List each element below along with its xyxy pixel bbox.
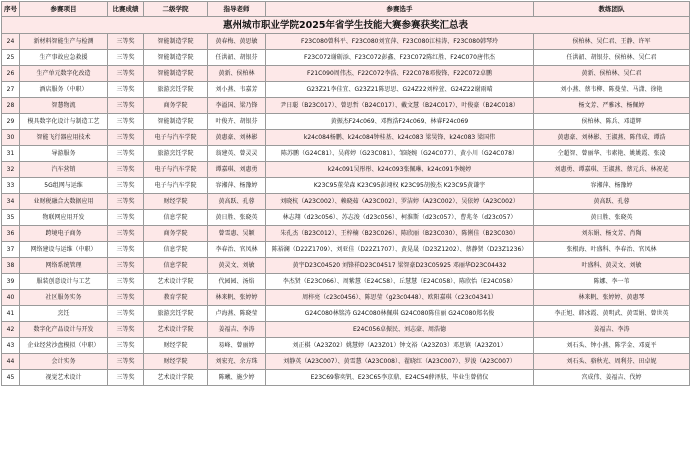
cell-id: 25 bbox=[2, 50, 20, 66]
cell-school: 信息学院 bbox=[144, 210, 208, 226]
table-row bbox=[2, 354, 690, 370]
cell-teacher: 刘小燕、韦嘉芳 bbox=[208, 82, 266, 98]
cell-project: 企业经营沙盘模拟（中职） bbox=[20, 338, 108, 354]
cell-coach: 杨文芳、严雅冰、杨佩婷 bbox=[534, 98, 690, 114]
cell-school: 智能制造学院 bbox=[144, 50, 208, 66]
table-row bbox=[2, 258, 690, 274]
table-row bbox=[2, 146, 690, 162]
cell-teacher: 任洪韶、胡银芬 bbox=[208, 50, 266, 66]
table-row bbox=[2, 306, 690, 322]
cell-project: 5G组网与运维 bbox=[20, 178, 108, 194]
cell-coach: 黄新、侯柏林、吴仁君 bbox=[534, 66, 690, 82]
cell-teacher: 翁建英、曾灵灵 bbox=[208, 146, 266, 162]
cell-players: 尹日聪（B23C017）、曾思哲（B24C017）、戴文慧（B24C017）、叶俊豪（B24C018） bbox=[266, 98, 534, 114]
header-id: 序号 bbox=[2, 2, 20, 17]
cell-id: 39 bbox=[2, 274, 20, 290]
cell-project: 业财税融合大数据应用 bbox=[20, 194, 108, 210]
cell-players: F23C072谢砺添、F23C072彭鑫、F23C072陈红胜、F24C070唐伟杰 bbox=[266, 50, 534, 66]
cell-teacher: 易峰、曾丽婷 bbox=[208, 338, 266, 354]
cell-school: 电子与汽车学院 bbox=[144, 130, 208, 146]
awards-table bbox=[1, 1, 690, 386]
cell-grade: 三等奖 bbox=[108, 178, 144, 194]
table-row bbox=[2, 82, 690, 98]
cell-coach: 容湘萍、杨豫婷 bbox=[534, 178, 690, 194]
cell-id: 37 bbox=[2, 242, 20, 258]
cell-teacher: 黄春梅、黄思敏 bbox=[208, 34, 266, 50]
table-row bbox=[2, 242, 690, 258]
cell-grade: 三等奖 bbox=[108, 354, 144, 370]
cell-teacher: 黄惠豪、刘林影 bbox=[208, 130, 266, 146]
cell-id: 27 bbox=[2, 82, 20, 98]
cell-players: 朱孔杰（B23C012）、王梓楠（B23C026）、陈欣丽（B23C030）、陈俐佳（B23C030） bbox=[266, 226, 534, 242]
table-row bbox=[2, 274, 690, 290]
cell-grade: 三等奖 bbox=[108, 370, 144, 386]
cell-school: 电子与汽车学院 bbox=[144, 178, 208, 194]
cell-coach: 刘石头、骆秋光、周利芬、田卓妮 bbox=[534, 354, 690, 370]
cell-project: 模具数字化设计与制造工艺 bbox=[20, 114, 108, 130]
cell-project: 跨境电子商务 bbox=[20, 226, 108, 242]
cell-grade: 三等奖 bbox=[108, 98, 144, 114]
cell-project: 会计实务 bbox=[20, 354, 108, 370]
cell-players: G23Z21李佳宜、G23Z21陈思思、G24Z22刘梓萱、G24Z22谢雨晴 bbox=[266, 82, 534, 98]
cell-grade: 三等奖 bbox=[108, 338, 144, 354]
cell-coach: 刘石头、钟小燕、陈学金、邓夏平 bbox=[534, 338, 690, 354]
cell-players: K23C95董荣森 K23C95彭翊权 K23C95胡俊杰 K23C95黄谦宇 bbox=[266, 178, 534, 194]
cell-project: 视觉艺术设计 bbox=[20, 370, 108, 386]
cell-id: 44 bbox=[2, 354, 20, 370]
cell-players: F23C080曾科平、F23C080刘宜萍、F23C080江桂涛、F23C080韩琴玲 bbox=[266, 34, 534, 50]
cell-project: 汽车营销 bbox=[20, 162, 108, 178]
cell-coach: 叶盛科、黄灵文、刘敏 bbox=[534, 258, 690, 274]
cell-teacher: 谭嘉琪、刘惠勇 bbox=[208, 162, 266, 178]
table-row bbox=[2, 130, 690, 146]
cell-teacher: 黄日胜、张晓英 bbox=[208, 210, 266, 226]
cell-coach: 黄惠豪、刘林影、王淑燕、陈伟成、谭浩 bbox=[534, 130, 690, 146]
cell-players: E24C056卓振民、刘志豪、周浩德 bbox=[266, 322, 534, 338]
cell-school: 旅游烹饪学院 bbox=[144, 146, 208, 162]
table-row bbox=[2, 370, 690, 386]
cell-school: 智能制造学院 bbox=[144, 114, 208, 130]
cell-id: 38 bbox=[2, 258, 20, 274]
cell-grade: 三等奖 bbox=[108, 34, 144, 50]
cell-grade: 三等奖 bbox=[108, 226, 144, 242]
cell-teacher: 卢海燕、陈晓莹 bbox=[208, 306, 266, 322]
cell-coach: 任洪韶、胡银芬、侯柏林、吴仁君 bbox=[534, 50, 690, 66]
table-row bbox=[2, 194, 690, 210]
cell-grade: 三等奖 bbox=[108, 114, 144, 130]
cell-school: 艺术设计学院 bbox=[144, 322, 208, 338]
summary-sheet bbox=[1, 1, 689, 386]
cell-teacher: 林来帆、张婷婷 bbox=[208, 290, 266, 306]
cell-players: 黄振杰F24c069、邓煦浩F24c069、林睿F24c069 bbox=[266, 114, 534, 130]
cell-grade: 三等奖 bbox=[108, 322, 144, 338]
cell-project: 生产事故应急救援 bbox=[20, 50, 108, 66]
table-row bbox=[2, 338, 690, 354]
cell-coach: 宫成伟、姜福吉、伐婷 bbox=[534, 370, 690, 386]
cell-school: 旅游烹饪学院 bbox=[144, 82, 208, 98]
cell-players: F21C090周伟杰、F22C072李浩、F22C078邓俊锋、F22C072卓鹏 bbox=[266, 66, 534, 82]
sheet-title: 惠州城市职业学院2025年省学生技能大赛参赛获奖汇总表 bbox=[2, 17, 690, 34]
cell-id: 43 bbox=[2, 338, 20, 354]
cell-players: 刘晓杭（A23C002）、赖晓茹（A23C002）、罗洁婷（A23C002）、吴依婷（A23C002） bbox=[266, 194, 534, 210]
cell-school: 旅游烹饪学院 bbox=[144, 306, 208, 322]
cell-id: 24 bbox=[2, 34, 20, 50]
cell-school: 商务学院 bbox=[144, 226, 208, 242]
cell-coach: 黄高跃、孔蓉 bbox=[534, 194, 690, 210]
cell-school: 智能制造学院 bbox=[144, 34, 208, 50]
cell-project: 社区服务实务 bbox=[20, 290, 108, 306]
cell-grade: 三等奖 bbox=[108, 242, 144, 258]
cell-project: 酒店服务（中职） bbox=[20, 82, 108, 98]
cell-players: 黄宇D23C04520 刘锋祥D23C04517 梁智豪D23C05925 邓丽华D23C04432 bbox=[266, 258, 534, 274]
cell-coach: 张根海、叶盛科、李春治、官凤林 bbox=[534, 242, 690, 258]
cell-players: G24C080林铭涛 G24C080林佩琪 G24C080陈佳丽 G24C080郑名俊 bbox=[266, 306, 534, 322]
cell-project: 智能飞行器应用技术 bbox=[20, 130, 108, 146]
cell-coach: 李正旭、韩冰霞、黄明武、黄雪娟、曾世英 bbox=[534, 306, 690, 322]
cell-coach: 侯柏林、陈兵、邓道辉 bbox=[534, 114, 690, 130]
cell-grade: 三等奖 bbox=[108, 194, 144, 210]
cell-project: 物联网应用开发 bbox=[20, 210, 108, 226]
table-row bbox=[2, 98, 690, 114]
cell-players: k24c084杨鹏、k24c084钟桂基、k24c083 梁昊锋、k24c083 梁国伟 bbox=[266, 130, 534, 146]
cell-project: 网络建设与运维（中职） bbox=[20, 242, 108, 258]
cell-players: 林志翔（d23c056）、苏志浚（d23c056）、柯淮斯（d23c057）、曹兆冬（d23c057） bbox=[266, 210, 534, 226]
cell-teacher: 李溢国、梁乃锋 bbox=[208, 98, 266, 114]
cell-grade: 三等奖 bbox=[108, 210, 144, 226]
cell-teacher: 代园园、汤焰 bbox=[208, 274, 266, 290]
cell-players: 刘正棋（A23Z02）姚慧婷（A23Z01）钟文裕（A23Z03）邓思镇（A23Z01） bbox=[266, 338, 534, 354]
cell-coach: 刘小燕、蔡韦柳、陈曼莹、马潇、徐艳 bbox=[534, 82, 690, 98]
cell-school: 商务学院 bbox=[144, 98, 208, 114]
table-row bbox=[2, 210, 690, 226]
cell-coach: 黄日胜、张晓英 bbox=[534, 210, 690, 226]
cell-school: 财经学院 bbox=[144, 338, 208, 354]
cell-teacher: 黄灵文、刘敏 bbox=[208, 258, 266, 274]
cell-id: 32 bbox=[2, 162, 20, 178]
cell-project: 智慧物流 bbox=[20, 98, 108, 114]
cell-id: 28 bbox=[2, 98, 20, 114]
cell-players: 周梓亮（c23c0456）、陈思莹（g23c0448）、欧阳嘉琪（c23c04341） bbox=[266, 290, 534, 306]
table-row bbox=[2, 178, 690, 194]
cell-school: 财经学院 bbox=[144, 194, 208, 210]
cell-players: 刘静英（A23C007）、黄雪慧（A23C008）、翟晓红（A23C007）、罗浚（A23C007） bbox=[266, 354, 534, 370]
table-row bbox=[2, 162, 690, 178]
cell-grade: 三等奖 bbox=[108, 290, 144, 306]
cell-grade: 三等奖 bbox=[108, 66, 144, 82]
cell-id: 31 bbox=[2, 146, 20, 162]
cell-players: 李杰贤（E23C066）、周紫慧（E24C58）、丘慧慧（E24C058）、陈欣怡（E24C058） bbox=[266, 274, 534, 290]
cell-id: 33 bbox=[2, 178, 20, 194]
cell-players: k24c091吴彤彤、k24c093张佩琳、k24c091李婉婷 bbox=[266, 162, 534, 178]
cell-teacher: 黄新、侯柏林 bbox=[208, 66, 266, 82]
cell-grade: 三等奖 bbox=[108, 162, 144, 178]
cell-school: 信息学院 bbox=[144, 258, 208, 274]
table-row bbox=[2, 34, 690, 50]
cell-grade: 三等奖 bbox=[108, 146, 144, 162]
cell-teacher: 容湘萍、杨豫婷 bbox=[208, 178, 266, 194]
cell-coach: 仝超智、曾丽华、韦素艳、姚姚霞、张凌 bbox=[534, 146, 690, 162]
cell-grade: 三等奖 bbox=[108, 82, 144, 98]
header-row bbox=[2, 2, 690, 17]
cell-teacher: 刘宏充、余方珠 bbox=[208, 354, 266, 370]
cell-coach: 林来帆、张婷婷、黄惠琴 bbox=[534, 290, 690, 306]
cell-teacher: 陈曦、施少婷 bbox=[208, 370, 266, 386]
cell-coach: 姜福吉、李涛 bbox=[534, 322, 690, 338]
table-row bbox=[2, 226, 690, 242]
cell-coach: 侯柏林、吴仁君、王静、许军 bbox=[534, 34, 690, 50]
cell-school: 教育学院 bbox=[144, 290, 208, 306]
header-school: 二级学院 bbox=[144, 2, 208, 17]
cell-project: 生产单元数字化改造 bbox=[20, 66, 108, 82]
cell-school: 信息学院 bbox=[144, 242, 208, 258]
cell-school: 艺术设计学院 bbox=[144, 274, 208, 290]
table-row bbox=[2, 50, 690, 66]
cell-coach: 陈娜、李一苇 bbox=[534, 274, 690, 290]
cell-id: 26 bbox=[2, 66, 20, 82]
cell-id: 41 bbox=[2, 306, 20, 322]
table-row bbox=[2, 66, 690, 82]
cell-id: 35 bbox=[2, 210, 20, 226]
cell-teacher: 姜福吉、李涛 bbox=[208, 322, 266, 338]
cell-players: 陈裕澜（D22Z1709）、刘亚佳（D22Z1707）、黄晃晟（D23Z1202）、蔡静贤（D23Z1236） bbox=[266, 242, 534, 258]
cell-teacher: 曾雪惠、吴颖 bbox=[208, 226, 266, 242]
header-players: 参赛选手 bbox=[266, 2, 534, 17]
cell-school: 电子与汽车学院 bbox=[144, 162, 208, 178]
cell-teacher: 黄高跃、孔蓉 bbox=[208, 194, 266, 210]
cell-id: 42 bbox=[2, 322, 20, 338]
cell-teacher: 李春治、官凤林 bbox=[208, 242, 266, 258]
cell-school: 财经学院 bbox=[144, 354, 208, 370]
cell-id: 30 bbox=[2, 130, 20, 146]
header-grade: 比赛成绩 bbox=[108, 2, 144, 17]
cell-school: 智能制造学院 bbox=[144, 66, 208, 82]
table-row bbox=[2, 114, 690, 130]
table-row bbox=[2, 290, 690, 306]
cell-project: 导游服务 bbox=[20, 146, 108, 162]
table-row bbox=[2, 322, 690, 338]
cell-school: 艺术设计学院 bbox=[144, 370, 208, 386]
cell-id: 34 bbox=[2, 194, 20, 210]
cell-players: 陈苏鹏（G24C81）、吴蒋婷（G23C081）、邹晓婉（G24C077）、黄小川（G24C078） bbox=[266, 146, 534, 162]
cell-id: 29 bbox=[2, 114, 20, 130]
cell-grade: 三等奖 bbox=[108, 306, 144, 322]
cell-coach: 刘东娟、杨文芳、肖陶 bbox=[534, 226, 690, 242]
cell-project: 网络系统管理 bbox=[20, 258, 108, 274]
cell-project: 服装创意设计与工艺 bbox=[20, 274, 108, 290]
cell-id: 45 bbox=[2, 370, 20, 386]
cell-grade: 三等奖 bbox=[108, 50, 144, 66]
cell-players: E23C69黎奕钒、E23C65李京鼎、E24C54薛泽肤、毕业生曾倩仪 bbox=[266, 370, 534, 386]
cell-project: 烹饪 bbox=[20, 306, 108, 322]
header-project: 参赛项目 bbox=[20, 2, 108, 17]
cell-grade: 三等奖 bbox=[108, 274, 144, 290]
cell-id: 36 bbox=[2, 226, 20, 242]
cell-coach: 刘惠勇、谭嘉琪、王淑燕、蔡元兵、林祝花 bbox=[534, 162, 690, 178]
cell-teacher: 叶俊卉、胡银芬 bbox=[208, 114, 266, 130]
cell-id: 40 bbox=[2, 290, 20, 306]
cell-project: 新材料智能生产与检测 bbox=[20, 34, 108, 50]
cell-grade: 三等奖 bbox=[108, 130, 144, 146]
table-body bbox=[2, 34, 690, 386]
cell-project: 数字化产品设计与开发 bbox=[20, 322, 108, 338]
cell-grade: 三等奖 bbox=[108, 258, 144, 274]
header-coach: 教练团队 bbox=[534, 2, 690, 17]
header-teacher: 指导老师 bbox=[208, 2, 266, 17]
